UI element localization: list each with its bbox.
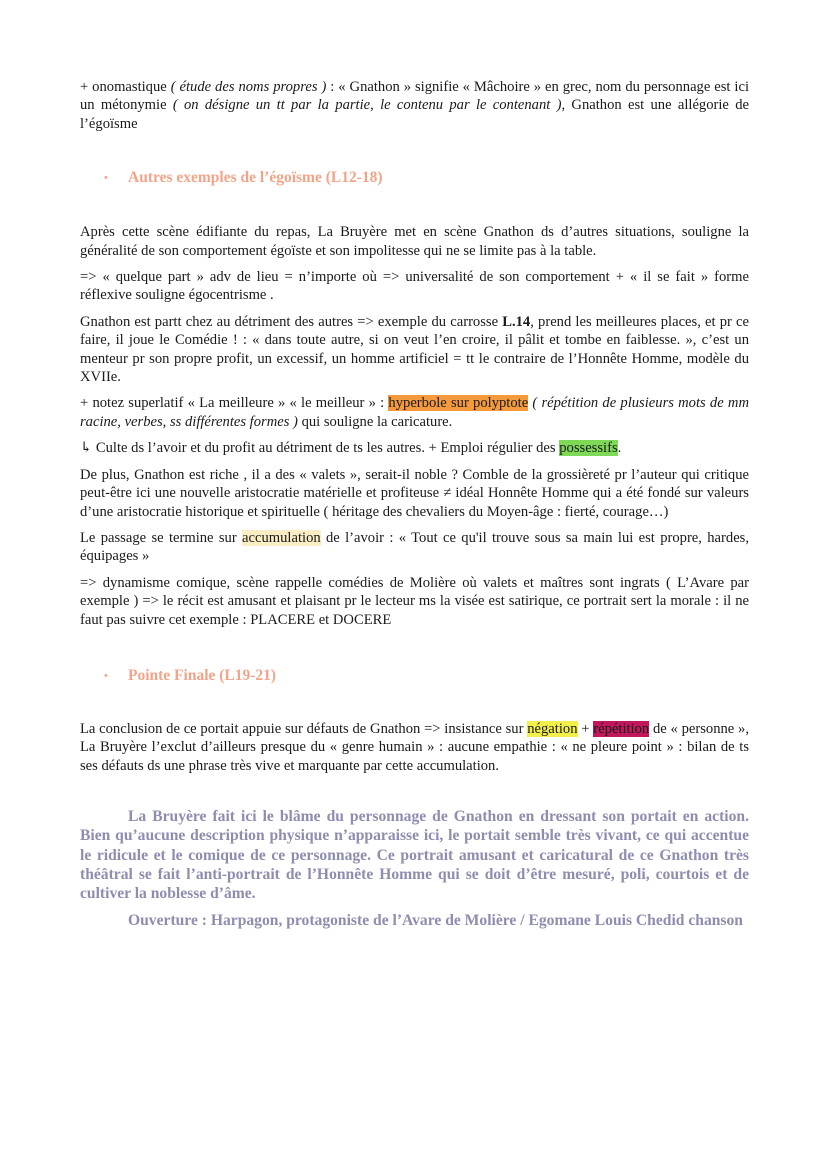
section-title: Autres exemples de l’égoïsme (L12-18) — [128, 169, 383, 187]
paragraph-repas: Après cette scène édifiante du repas, La Bruyère met en scène Gnathon ds d’autres situations, souligne la généralité de son comportement égoïste et son impolitesse qui ne se limite pas à la table. — [80, 224, 749, 259]
text: qui souligne la caricature. — [297, 413, 453, 430]
highlight-orange: hyperbole sur polyptote — [388, 395, 529, 412]
paragraph-superlatif — [80, 394, 749, 431]
text: + onomastique — [80, 79, 171, 95]
paragraph-conclusion-portait — [80, 720, 749, 775]
paragraph-accumulation — [80, 529, 749, 566]
text: , Gnathon est une allégorie de l’égoïsme — [80, 97, 749, 132]
italic-note: ( étude des noms propres ) — [170, 79, 327, 95]
text: + — [577, 720, 594, 737]
highlight-green: possessifs — [559, 440, 618, 457]
text: + notez superlatif « La meilleure » « le meilleur » : — [80, 395, 389, 412]
italic-note: ( on désigne un tt par la partie, le contenu par le contenant ) — [172, 97, 562, 114]
line-ref: L.14 — [502, 313, 531, 330]
text: ↳ Culte ds l’avoir et du profit au détriment de ts les autres. + Emploi régulier des — [80, 440, 560, 457]
text: de « personne », La Bruyère l’exclut d’ailleurs presque du « genre humain » : aucune empathie : « ne pleure point » : bilan de ts ses défauts ds une phrase très vive et marquante par cette accumulation. — [80, 720, 750, 774]
paragraph-carrosse — [80, 313, 749, 387]
conclusion-text: La Bruyère fait ici le blâme du personnage de Gnathon en dressant son portait en action. Bien qu’aucune description physique n’apparaisse ici, le portait semble très vivant, ce qui accentue le ridicule et le comique de ce personnage. Ce portrait amusant et caricatural de ce Gnathon très théâtral se fait l’anti-portrait de l’Honnête Homme qui se doit d’être mesuré, poli, courtois et de cultiver la noblesse d’âme. — [80, 808, 749, 902]
text: La conclusion de ce portait appuie sur défauts de Gnathon => insistance sur — [80, 720, 528, 737]
onomastique-paragraph — [80, 78, 749, 133]
highlight-cream: accumulation — [242, 529, 321, 546]
highlight-yellow: négation — [527, 720, 578, 737]
ouverture-text: Ouverture : Harpagon, protagoniste de l’Avare de Molière / Egomane Louis Chedid chanson — [128, 912, 743, 930]
bullet-icon: • — [104, 669, 108, 682]
highlight-red: répétition — [593, 720, 650, 737]
paragraph-dynamisme: => dynamisme comique, scène rappelle comédies de Molière où valets et maîtres sont ingrats ( L’Avare par exemple ) => le récit est amusant et plaisant pr le lecteur ms la visée est satirique, ce portrait sert la morale : il ne faut pas suivre cet exemple : PLACERE et DOCERE — [80, 574, 749, 628]
conclusion-paragraph — [80, 807, 749, 903]
section-heading-egoisme — [80, 169, 749, 187]
italic-note: ( répétition de plusieurs mots de mm racine, verbes, ss différentes formes ) — [80, 395, 749, 430]
paragraph-riche: De plus, Gnathon est riche , il a des « valets », serait-il noble ? Comble de la grossièreté pr l’auteur qui critique peut-être ici une nouvelle aristocratie matérielle et profiteuse ≠ idéal Honnête Homme qui a été fondé sur valeurs d’une aristocratie historique et spirituelle ( héritage des chevaliers du Moyen-âge : fierté, courage…) — [80, 466, 749, 520]
bullet-icon: • — [104, 172, 108, 185]
text: de l’avoir : « Tout ce qu'il trouve sous sa main lui est propre, hardes, équipages » — [80, 529, 750, 565]
text: Gnathon est partt chez au détriment des autres => exemple du carrosse — [80, 313, 503, 330]
paragraph-quelque-part: => « quelque part » adv de lieu = n’importe où => universalité de son comportement + « il se fait » forme réflexive souligne égocentrisme . — [80, 269, 749, 304]
paragraph-culte — [80, 439, 749, 457]
text: : « Gnathon » signifie « Mâchoire » en grec, nom du personnage est ici un métonymie — [80, 79, 750, 114]
ouverture-paragraph — [80, 911, 749, 930]
text: , prend les meilleures places, et pr ce faire, il joue le Comédie ! : « dans toute autre, si on veut l’en croire, il pâlit et tombe en faiblesse. », c’est un menteur pr son propre profit, un excessif, un homme artificiel = tt le contraire de l’Honnête Homme, modèle du XVIIe. — [80, 313, 750, 386]
section-heading-pointe — [80, 667, 749, 685]
text: Le passage se termine sur — [80, 529, 243, 546]
section-title: Pointe Finale (L19-21) — [128, 666, 277, 684]
text: . — [617, 440, 622, 457]
document-page — [80, 78, 749, 930]
